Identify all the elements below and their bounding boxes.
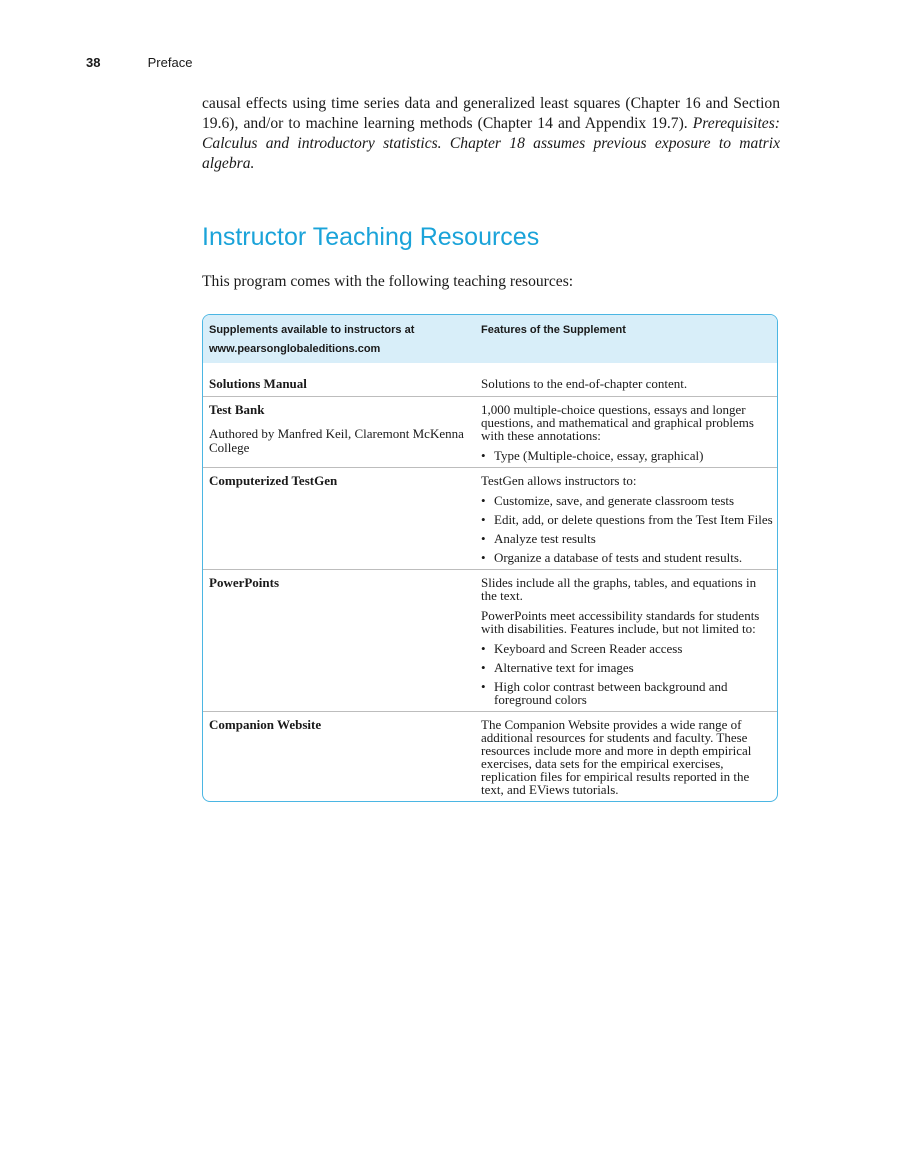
feature-list-item: • Customize, save, and generate classroom tests: [481, 494, 775, 507]
supplements-table: [202, 314, 778, 802]
feature-list-item: • High color contrast between background and foreground colors: [481, 680, 775, 706]
feature-list-item: • Organize a database of tests and student results.: [481, 551, 775, 564]
supplement-name: Solutions Manual: [209, 376, 307, 391]
table-header-supplements: [203, 321, 481, 358]
section-title: Instructor Teaching Resources: [202, 223, 540, 251]
feature-list-item: • Alternative text for images: [481, 661, 775, 674]
page-content: [202, 94, 780, 802]
table-header-supplements-url: www.pearsonglobaleditions.com: [209, 343, 381, 355]
features-cell: [481, 474, 775, 564]
features-cell: [481, 576, 775, 706]
feature-list-item: • Keyboard and Screen Reader access: [481, 642, 775, 655]
feature-list: [481, 494, 775, 564]
table-body: [203, 363, 777, 801]
intro-text: causal effects using time series data and generalized least squares (Chapter 16 and Section 19.6), and/or to machine learning methods (Chapter 14 and Appendix 19.7).: [202, 95, 780, 132]
supplement-cell: [203, 474, 481, 564]
features-cell: [481, 718, 775, 796]
page-header: [86, 55, 192, 70]
supplement-name: Companion Website: [209, 717, 322, 732]
table-row: [203, 396, 777, 467]
supplement-name: Test Bank: [209, 402, 265, 417]
table-row: [203, 467, 777, 569]
features-cell: [481, 403, 775, 462]
table-row: [203, 569, 777, 711]
table-header-features: Features of the Supplement: [481, 324, 626, 336]
feature-list: [481, 449, 775, 462]
supplement-cell: [203, 377, 481, 391]
running-header-label: Preface: [147, 55, 193, 70]
prerequisites-text: Prerequisites: Calculus and introductory statistics. Chapter 18 assumes previous exposure to matrix algebra.: [202, 115, 780, 172]
table-row: [203, 711, 777, 801]
feature-paragraph: PowerPoints meet accessibility standards for students with disabilities. Features include, but not limited to:: [481, 608, 760, 636]
feature-paragraph: The Companion Website provides a wide range of additional resources for students and faculty. These resources include more and more in depth empirical exercises, data sets for the empirical exercises, replication files for empirical results reported in the text, and EViews tutorials.: [481, 717, 752, 797]
supplement-author: Authored by Manfred Keil, Claremont McKenna College: [209, 426, 464, 455]
table-header-supplements-line1: Supplements available to instructors at: [209, 324, 415, 336]
supplement-cell: [203, 403, 481, 462]
supplement-cell: [203, 576, 481, 706]
supplement-cell: [203, 718, 481, 796]
supplement-name: Computerized TestGen: [209, 473, 338, 488]
table-header-row: [203, 315, 777, 363]
feature-paragraph: Slides include all the graphs, tables, and equations in the text.: [481, 575, 757, 603]
feature-paragraph: TestGen allows instructors to:: [481, 473, 637, 488]
feature-list-item: • Type (Multiple-choice, essay, graphical): [481, 449, 775, 462]
feature-list-item: • Analyze test results: [481, 532, 775, 545]
feature-paragraph: 1,000 multiple-choice questions, essays and longer questions, and mathematical and graphical problems with these annotations:: [481, 402, 754, 443]
feature-paragraph: Solutions to the end-of-chapter content.: [481, 376, 688, 391]
features-cell: [481, 377, 775, 391]
table-row: [203, 363, 777, 396]
supplement-name: PowerPoints: [209, 575, 280, 590]
section-lead: This program comes with the following teaching resources:: [202, 273, 574, 290]
intro-paragraph: [202, 94, 780, 174]
page-number: 38: [86, 55, 101, 70]
feature-list: [481, 642, 775, 706]
feature-list-item: • Edit, add, or delete questions from the Test Item Files: [481, 513, 775, 526]
